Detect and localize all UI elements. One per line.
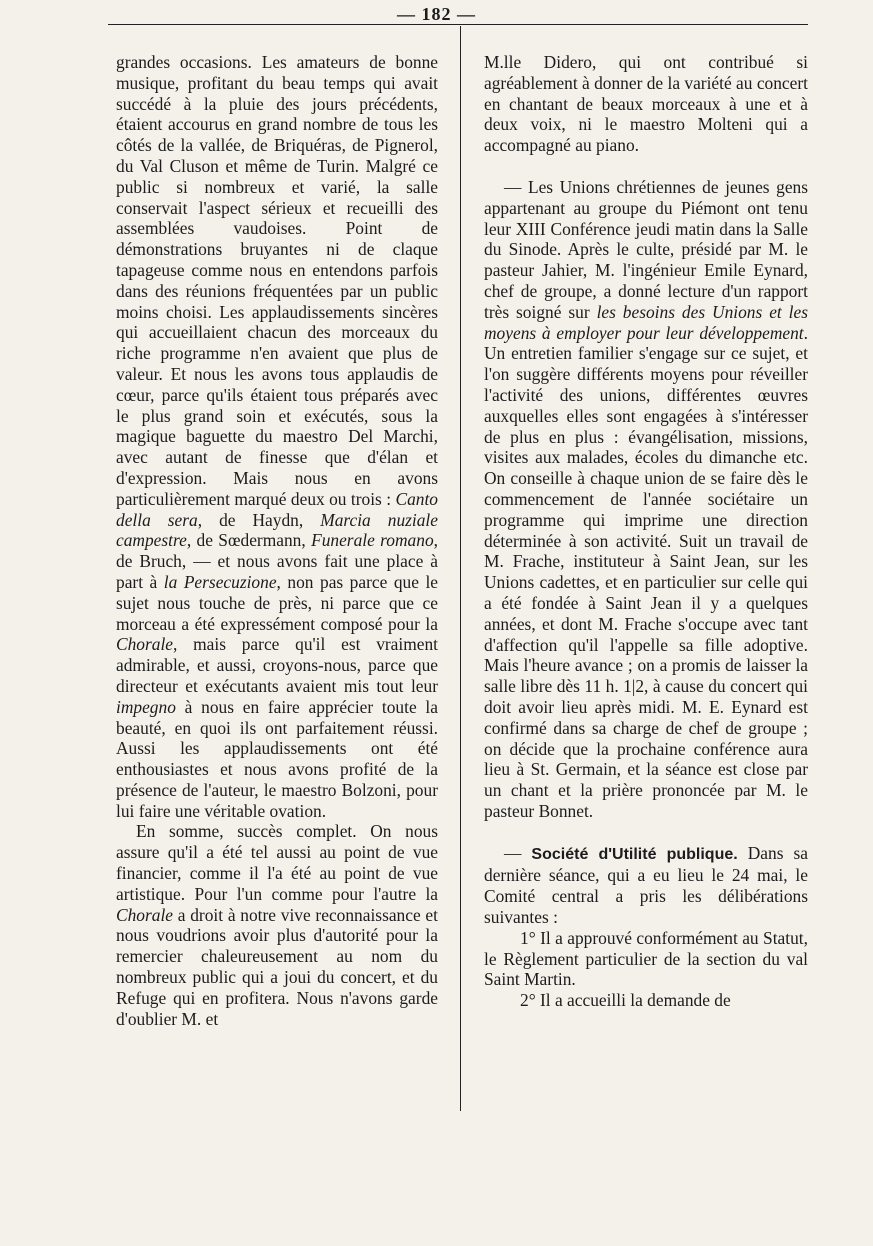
section-heading: Société d'Utilité publique. bbox=[531, 845, 738, 863]
report-title: les besoins des Unions et les moyens à employer pour leur développement bbox=[484, 301, 808, 343]
work-title: Funerale romano bbox=[311, 530, 434, 551]
concert-paragraph: grandes occasions. Les amateurs de bonne musique, profitant du beau temps qui avait succédé à la pluie des jours précédents, étaient accourus en grand nombre de tous les côtés de la vallée, de Briquéras, de Pignerol, du Val Cluson et même de Turin. Malgré ce public si nombreux et varié, la salle conservait l'aspect sérieux et recueilli des assemblées vaudoises. Point de démonstrations bruyantes ni de claque tapageuse comme nous en entendons parfois dans des réunions fréquentées par un public moins choisi. Les applaudissements sincères qui accueillaient chacun des morceaux du riche programme n'en avaient que plus de valeur. Et nous les avons tous applaudis de cœur, parce qu'ils étaient tous préparés avec le plus grand soin et exécutés, sous la magique baguette du maestro Del Marchi, avec autant de finesse que d'élan et d'expression. Mais nous en avons particulièrement marqué deux ou trois : Canto della sera, de Haydn, Marcia nuziale campestre, de Sœdermann, Funerale romano, de Bruch, — et nous avons fait une place à part à la Persecuzione, non pas parce que le sujet nous touche de près, ni parce que ce morceau a été expressément composé pour la Chorale, mais parce qu'il est vraiment admirable, et aussi, croyons-nous, parce que directeur et exécutants avaient mis tout leur impegno à nous en faire apprécier toute la beauté, en quoi ils ont parfaitement réussi. Aussi les applaudissements ont été enthousiastes et nous avons profité de la présence de l'auteur, le maestro Bolzoni, pour lui faire une véritable ovation. bbox=[116, 52, 438, 821]
deliberation-item-2: 2° Il a accueilli la demande de bbox=[520, 990, 731, 1011]
header-rule bbox=[108, 24, 808, 25]
italic-word: impegno bbox=[116, 696, 176, 717]
page-number: — 182 — bbox=[397, 4, 476, 24]
work-title: Marcia nuziale campestre bbox=[116, 509, 438, 551]
unions-paragraph: — Les Unions chrétiennes de jeunes gens appartenant au groupe du Piémont ont tenu leur XIII Conférence jeudi matin dans la Salle du Sinode. Après le culte, présidé par M. le pasteur Jahier, M. l'ingénieur Emile Eynard, chef de groupe, a donné lecture d'un rapport très soigné sur les besoins des Unions et les moyens à employer pour leur développement. Un entretien familier s'engage sur ce sujet, et l'on suggère différents moyens pour réveiller l'activité des unions, différentes œuvres auxquelles elles sont engagées à s'intéresser de plus en plus : évangélisation, missions, visites aux malades, écoles du dimanche etc. On conseille à chaque union de se faire dès le commencement de l'année sociétaire un programme qui imprime une direction déterminée à son activité. Suit un travail de M. Frache, instituteur à Saint Jean, sur les Unions cadettes, et en particulier sur celle qui a été fondée à Saint Jean il y a quelques années, et dont M. Frache s'occupe avec tant d'affection qu'il l'appelle sa fille adoptive. Mais l'heure avance ; on a promis de laisser la salle libre dès 11 h. 1|2, à cause du concert qui doit avoir lieu après midi. M. E. Eynard est confirmé dans sa charge de chef de groupe ; on décide que la prochaine conférence aura lieu à St. Germain, et la séance est close par un chant et la prière prononcée par M. le pasteur Bonnet. bbox=[484, 176, 808, 821]
right-column bbox=[484, 52, 808, 1011]
work-title: Canto della sera bbox=[116, 488, 438, 530]
singers-paragraph: M.lle Didero, qui ont contribué si agréablement à donner de la variété au concert en chantant de beaux morceaux à une et à deux voix, ni le maestro Molteni qui a accompagné au piano. bbox=[484, 52, 808, 156]
chorale-name: Chorale bbox=[116, 904, 174, 925]
deliberation-item-1: 1° Il a approuvé conformément au Statut, le Règlement particulier de la section du val Saint Martin. bbox=[484, 927, 808, 990]
society-paragraph: — Société d'Utilité publique. Dans sa dernière séance, qui a eu lieu le 24 mai, le Comité central a pris les délibérations suivantes : bbox=[484, 842, 808, 928]
chorale-name: Chorale bbox=[116, 634, 174, 655]
column-divider bbox=[460, 26, 461, 1111]
left-column bbox=[116, 52, 438, 1029]
success-paragraph: En somme, succès complet. On nous assure qu'il a été tel aussi au point de vue financier, comme il l'a été au point de vue artistique. Pour l'un comme pour l'autre la Chorale a droit à notre vive reconnaissance et nous voudrions avoir plus d'autorité pour la remercier chaleureusement au nom du nombreux public qui a joui du concert, et du Refuge qui en profitera. Nous n'avons garde d'oublier M. et bbox=[116, 821, 438, 1029]
work-title: la Persecuzione bbox=[163, 571, 277, 592]
